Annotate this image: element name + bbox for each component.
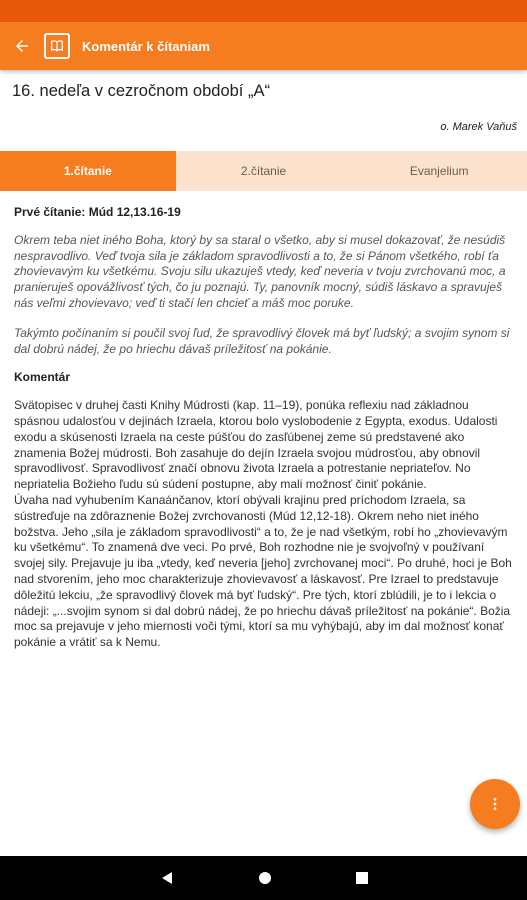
tab-second-reading[interactable]: 2.čítanie bbox=[176, 151, 352, 191]
nav-recents-icon[interactable] bbox=[356, 872, 368, 884]
nav-back-icon[interactable] bbox=[160, 871, 174, 885]
back-button[interactable] bbox=[0, 22, 44, 70]
app-bar bbox=[0, 22, 527, 70]
reading-header bbox=[0, 70, 527, 151]
more-options-button[interactable] bbox=[470, 779, 520, 829]
tab-gospel[interactable]: Evanjelium bbox=[351, 151, 527, 191]
system-nav-bar bbox=[0, 856, 527, 900]
commentary-text: Svätopisec v druhej časti Knihy Múdrosti (kap. 11–19), ponúka reflexiu nad základnou spásnou udalosťou v dejinách Izraela, ktorou bolo vyslobodenie z Egypta, exodus. Udalosti exodu a skúsenosti Izraela na ceste púšťou do zasľúbenej zeme sú predstavené ako znamenia Božej múdrosti. Boh zasahuje do dejín Izraela svojou múdrosťou, aby obnovil spravodlivosť. Spravodlivosť značí obnovu života Izraela a potrestanie nepriateľov. No nepriatelia Božieho ľudu sú súdení postupne, aby mali možnosť činiť pokánie. Úvaha nad vyhubením Kanaánčanov, ktorí obývali krajinu pred príchodom Izraela, sa sústreďuje na zdôraznenie Božej zvrchovanosti (Múd 12,12-18). Okrem neho niet iného božstva. Jeho „sila je základom spravodlivosti“ a to, že je nad všetkým, robí ho „zhovievavým ku všetkému“. To znamená dve veci. Po prvé, Boh rozhodne nie je svojvoľný v používaní svojej sily. Prejavuje ju iba „vtedy, keď neveria [jeho] zvrchovanej moci“. Po druhé, hoci je Boh nad stvorením, jeho moc charakterizuje zhovievavosť a láskavosť. Pre Izrael to predstavuje dôležitú lekciu, „že spravodlivý človek má byť ľudský“. Pre tých, ktorí zblúdili, je to i lekcia o nádeji: „...svojim synom si dal dobrú nádej, že po hriechu dávaš príležitosť na pokánie“. Božia moc sa prejavuje v jeho miernosti voči tými, ktorí sa mu vyhýbajú, aby im dal možnosť konať pokánie a vrátiť sa k Nemu. bbox=[14, 398, 512, 650]
arrow-left-icon bbox=[13, 37, 31, 55]
page-title: 16. nedeľa v cezročnom období „A“ bbox=[12, 82, 270, 100]
more-vertical-icon bbox=[487, 796, 503, 812]
author-name: o. Marek Vaňuš bbox=[440, 121, 517, 133]
reading-content bbox=[14, 205, 517, 651]
reading-text: Okrem teba niet iného Boha, ktorý by sa staral o všetko, aby si musel dokazovať, že nesúdiš nespravodlivo. Veď tvoja sila je základom spravodlivosti a to, že si Pánom všetkého, robí ťa zhovievavým ku všetkému. Svoju silu ukazuješ vtedy, keď neveria v tvoju zvrchovanú moc, a pranieruješ opovážlivosť tých, čo ju poznajú. Ty, panovník mocný, súdiš láskavo a spravuješ nás veľmi zhovievavo; veď ti stačí len chcieť a máš moc poruke. bbox=[14, 232, 506, 310]
status-bar bbox=[0, 0, 527, 22]
book-icon bbox=[44, 33, 70, 59]
tab-first-reading[interactable]: 1.čítanie bbox=[0, 151, 176, 191]
reading-title: Prvé čítanie: Múd 12,13.16-19 bbox=[14, 205, 181, 219]
app-title: Komentár k čítaniam bbox=[82, 38, 210, 54]
nav-home-icon[interactable] bbox=[258, 871, 272, 885]
commentary-title: Komentár bbox=[14, 370, 71, 385]
reading-text-continued: Takýmto počínaním si poučil svoj ľud, že spravodlivý človek má byť ľudský; a svojim synom si dal dobrú nádej, že po hriechu dávaš príležitosť na pokánie. bbox=[14, 325, 510, 356]
reading-tabs bbox=[0, 151, 527, 191]
